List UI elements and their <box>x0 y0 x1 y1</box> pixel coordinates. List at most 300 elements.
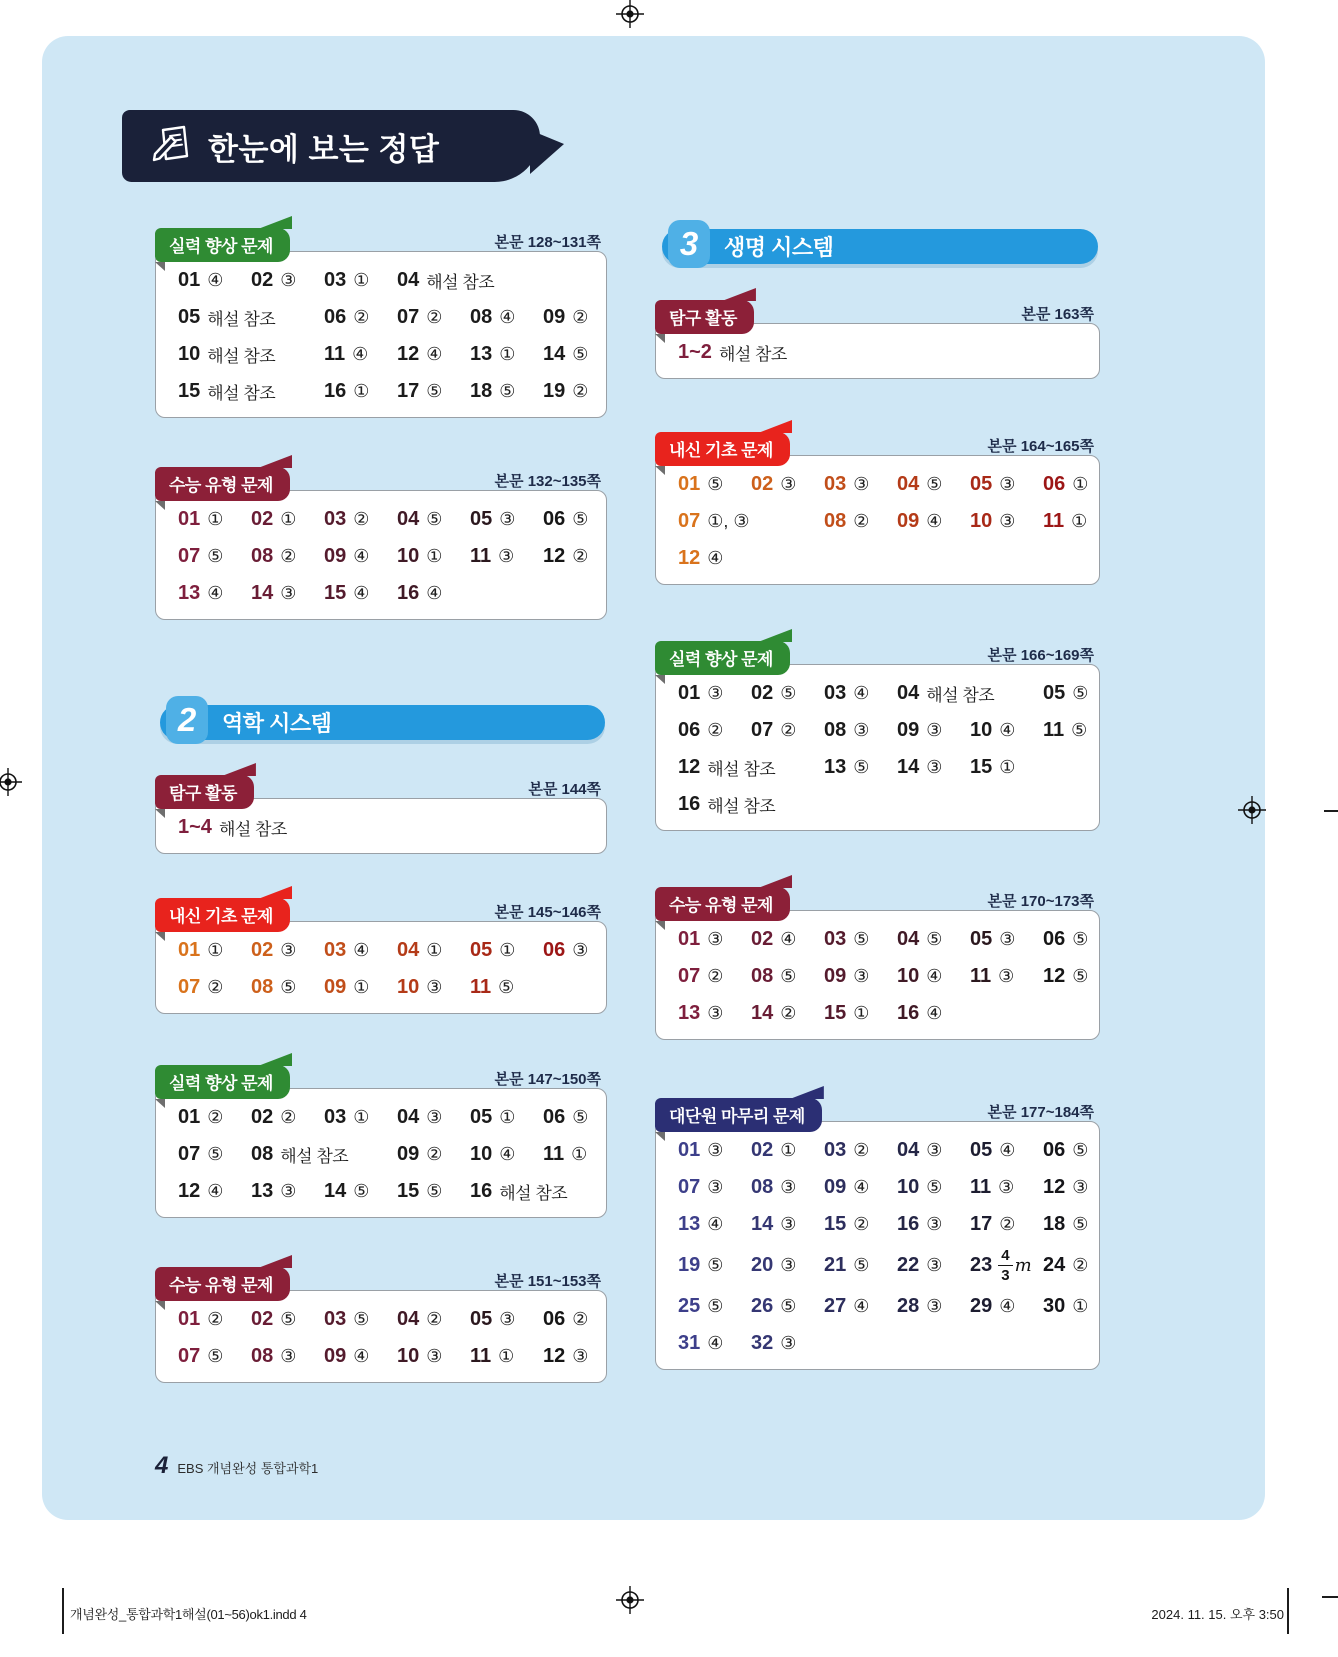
answer-value: ③ <box>426 1107 443 1127</box>
answer-value: ③ <box>499 509 516 529</box>
answer-row <box>178 974 598 1001</box>
answer-box <box>655 641 1100 831</box>
memo-pencil-icon <box>148 123 194 169</box>
answer-box <box>155 775 607 854</box>
answer-row <box>678 1137 1091 1164</box>
answer-value: ③ <box>999 511 1016 531</box>
page-background <box>42 36 1265 1520</box>
answer-item <box>178 939 251 962</box>
answer-item <box>824 1139 897 1162</box>
answer-panel <box>155 921 607 1014</box>
answer-item <box>678 1176 751 1199</box>
answer-item <box>1043 1295 1116 1318</box>
question-number: 29 <box>970 1295 993 1317</box>
answer-item <box>251 269 324 292</box>
answer-value: ⑤ <box>572 509 589 529</box>
answer-item <box>470 343 543 366</box>
answer-value: ⑤ <box>207 546 224 566</box>
answer-value: ② <box>780 1003 797 1023</box>
answer-value: ② <box>1072 1255 1089 1275</box>
answer-item <box>470 1143 543 1166</box>
page-reference: 본문 163쪽 <box>1021 306 1094 323</box>
answer-value: ③ <box>926 1296 943 1316</box>
answer-item <box>397 939 470 962</box>
question-number: 26 <box>751 1295 774 1317</box>
answer-item <box>678 340 824 365</box>
question-number: 02 <box>751 473 774 495</box>
answer-value: 해설 참조 <box>207 310 276 329</box>
answer-value: ② <box>426 1144 443 1164</box>
question-number: 14 <box>897 756 920 778</box>
section-bar <box>662 225 1098 264</box>
answer-item <box>751 1213 824 1236</box>
answer-value: ③ <box>707 683 724 703</box>
answer-row <box>178 580 598 607</box>
answer-item <box>970 756 1043 779</box>
answer-value: ⑤ <box>572 1107 589 1127</box>
answer-item <box>324 939 397 962</box>
answer-value: ③ <box>926 757 943 777</box>
answer-value: ⑤ <box>1072 929 1089 949</box>
question-number: 16 <box>397 582 420 604</box>
question-number: 14 <box>751 1002 774 1024</box>
question-number: 08 <box>824 510 847 532</box>
answer-value: ② <box>353 307 370 327</box>
answer-row <box>178 378 598 405</box>
question-number: 02 <box>751 928 774 950</box>
answer-value: ② <box>572 546 589 566</box>
answer-value: ② <box>280 1107 297 1127</box>
answer-value: ③ <box>780 1177 797 1197</box>
answer-row <box>178 1141 598 1168</box>
question-number: 05 <box>1043 682 1066 704</box>
answer-item <box>751 473 824 496</box>
question-number: 06 <box>543 508 566 530</box>
answer-item <box>897 1176 970 1199</box>
answer-item <box>397 508 470 531</box>
badge-label: 내신 기초 문제 <box>155 898 290 932</box>
question-number: 10 <box>397 545 420 567</box>
answer-item <box>324 1345 397 1368</box>
answer-item <box>1043 1213 1116 1236</box>
question-number: 07 <box>178 976 201 998</box>
page-reference: 본문 144쪽 <box>528 781 601 798</box>
answer-value: ③ <box>780 1214 797 1234</box>
answer-value: ② <box>572 381 589 401</box>
question-number: 03 <box>324 269 347 291</box>
crop-mark <box>1324 810 1338 812</box>
answer-item <box>970 1176 1043 1199</box>
answer-value: 해설 참조 <box>218 820 287 839</box>
question-number: 01 <box>678 928 701 950</box>
answer-row <box>178 341 598 368</box>
answer-panel <box>655 910 1100 1040</box>
answer-value: ① <box>1072 474 1089 494</box>
question-number: 11 <box>1043 510 1065 532</box>
question-number: 08 <box>751 965 774 987</box>
answer-box <box>655 432 1100 585</box>
answer-value: ④ <box>707 1214 724 1234</box>
answer-value: 해설 참조 <box>707 797 776 816</box>
question-number: 24 <box>1043 1254 1066 1276</box>
question-number: 06 <box>543 1308 566 1330</box>
answer-value: ④ <box>499 307 516 327</box>
answer-item <box>970 1248 1043 1283</box>
answer-item <box>324 1180 397 1203</box>
answer-value: ④ <box>207 583 224 603</box>
question-number: 16 <box>324 380 347 402</box>
answer-item <box>897 473 970 496</box>
answer-item <box>751 682 824 705</box>
answer-value: ⑤ <box>1072 966 1089 986</box>
registration-mark <box>616 0 644 28</box>
question-number: 09 <box>324 545 347 567</box>
answer-item <box>751 1254 824 1277</box>
answer-row <box>178 506 598 533</box>
answer-value: ① <box>353 381 370 401</box>
question-number: 06 <box>678 719 701 741</box>
answer-value: ⑤ <box>926 474 943 494</box>
question-number: 07 <box>178 545 201 567</box>
question-number: 03 <box>824 1139 847 1161</box>
answer-box <box>655 1098 1100 1370</box>
answer-item <box>1043 682 1116 705</box>
answer-item <box>543 1345 616 1368</box>
question-number: 12 <box>543 1345 566 1367</box>
answer-item <box>397 268 543 293</box>
page-reference: 본문 164~165쪽 <box>987 438 1094 455</box>
answer-item <box>324 343 397 366</box>
answer-value: ③ <box>926 1255 943 1275</box>
page-reference: 본문 128~131쪽 <box>494 234 601 251</box>
answer-value: ③ <box>998 966 1015 986</box>
answer-item <box>897 1213 970 1236</box>
question-number: 06 <box>543 1106 566 1128</box>
answer-item <box>251 1180 324 1203</box>
question-number: 12 <box>678 547 701 569</box>
answer-item <box>1043 1254 1116 1277</box>
question-number: 09 <box>543 306 566 328</box>
answer-item <box>824 1213 897 1236</box>
answer-value: 해설 참조 <box>707 760 776 779</box>
answer-item <box>397 1106 470 1129</box>
answer-value: ⑤ <box>280 1309 297 1329</box>
answer-item <box>397 343 470 366</box>
answer-value: ⑤ <box>353 1181 370 1201</box>
answer-value: ② <box>572 1309 589 1329</box>
answer-item <box>897 681 1043 706</box>
question-number: 11 <box>543 1143 565 1165</box>
answer-item <box>678 1213 751 1236</box>
question-number: 1~4 <box>178 816 212 838</box>
answer-value: ④ <box>926 1003 943 1023</box>
answer-value: ④ <box>207 270 224 290</box>
registration-mark <box>616 1586 644 1614</box>
answer-value: ② <box>426 307 443 327</box>
crop-mark <box>1287 1588 1289 1634</box>
question-number: 11 <box>970 965 992 987</box>
answer-value: ④ <box>853 1177 870 1197</box>
answer-item <box>470 1345 543 1368</box>
answer-item <box>543 306 616 329</box>
answer-value: ⑤ <box>780 683 797 703</box>
answer-value: ③ <box>707 1140 724 1160</box>
answer-item <box>470 508 543 531</box>
question-number: 11 <box>470 976 492 998</box>
question-number: 18 <box>1043 1213 1066 1235</box>
question-number: 19 <box>678 1254 701 1276</box>
question-number: 03 <box>324 1106 347 1128</box>
page-title: 한눈에 보는 정답 <box>208 131 440 167</box>
question-number: 09 <box>897 719 920 741</box>
crop-mark <box>1322 1596 1338 1598</box>
question-number: 02 <box>751 1139 774 1161</box>
question-number: 11 <box>1043 719 1065 741</box>
answer-value: ② <box>207 1309 224 1329</box>
question-number: 04 <box>397 939 420 961</box>
answer-row <box>178 1343 598 1370</box>
page-footer <box>155 1452 318 1480</box>
answer-value: ⑤ <box>426 1181 443 1201</box>
answer-item <box>970 1295 1043 1318</box>
question-number: 17 <box>397 380 420 402</box>
answer-value: ② <box>207 977 224 997</box>
answer-item <box>251 582 324 605</box>
answer-value: ② <box>853 1214 870 1234</box>
answer-value: ③ <box>280 583 297 603</box>
answer-item <box>897 756 970 779</box>
question-number: 02 <box>251 508 274 530</box>
page-reference: 본문 132~135쪽 <box>494 473 601 490</box>
answer-item <box>470 976 543 999</box>
answer-item <box>751 1176 824 1199</box>
answer-panel <box>655 664 1100 831</box>
question-number: 10 <box>178 343 201 365</box>
question-number: 07 <box>751 719 774 741</box>
question-number: 06 <box>1043 928 1066 950</box>
question-number: 32 <box>751 1332 774 1354</box>
question-number: 14 <box>251 582 274 604</box>
question-number: 01 <box>178 1308 201 1330</box>
answer-value: ⑤ <box>353 1309 370 1329</box>
answer-item <box>397 545 470 568</box>
question-number: 05 <box>970 928 993 950</box>
answer-item <box>824 1254 897 1277</box>
answer-item <box>543 545 616 568</box>
question-number: 15 <box>970 756 993 778</box>
answer-value: ④ <box>999 720 1016 740</box>
answer-item <box>251 1308 324 1331</box>
answer-item <box>178 305 324 330</box>
answer-value: ⑤ <box>707 1296 724 1316</box>
question-number: 03 <box>824 473 847 495</box>
badge-label: 탐구 활동 <box>655 300 754 334</box>
answer-item <box>543 343 616 366</box>
answer-item <box>397 380 470 403</box>
answer-item <box>1043 965 1116 988</box>
question-number: 04 <box>397 508 420 530</box>
answer-item <box>178 545 251 568</box>
answer-row <box>178 1104 598 1131</box>
question-number: 13 <box>678 1213 701 1235</box>
answer-value: ④ <box>853 1296 870 1316</box>
answer-value: ⑤ <box>1072 1214 1089 1234</box>
answer-row <box>178 1306 598 1333</box>
question-number: 15 <box>397 1180 420 1202</box>
question-number: 25 <box>678 1295 701 1317</box>
answer-row <box>678 1211 1091 1238</box>
answer-item <box>824 1295 897 1318</box>
answer-item <box>543 1143 616 1166</box>
answer-value: ④ <box>353 1346 370 1366</box>
answer-item <box>678 682 751 705</box>
answer-item <box>251 545 324 568</box>
answer-item <box>178 1180 251 1203</box>
page-reference: 본문 170~173쪽 <box>987 893 1094 910</box>
answer-item <box>178 1308 251 1331</box>
question-number: 02 <box>251 1106 274 1128</box>
answer-item <box>970 928 1043 951</box>
question-number: 14 <box>324 1180 347 1202</box>
answer-row <box>678 1330 1091 1357</box>
answer-value: ② <box>999 1214 1016 1234</box>
answer-item <box>324 1308 397 1331</box>
fraction-unit: m <box>1014 1255 1032 1276</box>
question-number: 04 <box>897 473 920 495</box>
answer-value: 해설 참조 <box>499 1184 568 1203</box>
question-number: 13 <box>178 582 201 604</box>
question-number: 1~2 <box>678 341 712 363</box>
question-number: 11 <box>470 1345 492 1367</box>
question-number: 01 <box>178 269 201 291</box>
answer-item <box>824 1176 897 1199</box>
question-number: 17 <box>970 1213 993 1235</box>
answer-item <box>324 1106 397 1129</box>
question-number: 01 <box>178 1106 201 1128</box>
answer-panel <box>655 1121 1100 1370</box>
answer-value: ③ <box>926 1214 943 1234</box>
question-number: 02 <box>751 682 774 704</box>
question-number: 06 <box>1043 1139 1066 1161</box>
fraction-answer: $\frac{4}{3}$ <box>998 1248 1012 1283</box>
question-number: 12 <box>1043 965 1066 987</box>
answer-value: ⑤ <box>707 1255 724 1275</box>
answer-value: ① <box>499 344 516 364</box>
answer-value: ⑤ <box>207 1144 224 1164</box>
question-number: 11 <box>970 1176 992 1198</box>
answer-item <box>751 928 824 951</box>
answer-value: ① <box>426 940 443 960</box>
answer-item <box>678 792 824 817</box>
question-number: 06 <box>324 306 347 328</box>
question-number: 04 <box>897 928 920 950</box>
question-number: 23 <box>970 1254 993 1276</box>
question-number: 01 <box>678 682 701 704</box>
question-number: 16 <box>897 1213 920 1235</box>
answer-row <box>678 508 1091 535</box>
answer-value: ③ <box>926 720 943 740</box>
answer-value: ⑤ <box>853 1255 870 1275</box>
answer-value: ① <box>1072 1296 1089 1316</box>
answer-value: ② <box>280 546 297 566</box>
answer-value: ④ <box>999 1296 1016 1316</box>
answer-item <box>970 473 1043 496</box>
question-number: 04 <box>397 1308 420 1330</box>
answer-box <box>655 300 1100 379</box>
answer-item <box>397 306 470 329</box>
crop-mark <box>62 1588 64 1634</box>
answer-value: ④ <box>926 511 943 531</box>
badge-label: 실력 향상 문제 <box>155 1065 290 1099</box>
answer-row <box>678 471 1091 498</box>
answer-item <box>543 1106 616 1129</box>
answer-item <box>251 1142 397 1167</box>
answer-value: ③ <box>280 940 297 960</box>
answer-value: ③ <box>999 929 1016 949</box>
answer-item <box>397 1308 470 1331</box>
answer-item <box>324 582 397 605</box>
answer-value: ④ <box>853 683 870 703</box>
answer-item <box>824 719 897 742</box>
answer-value: ③ <box>572 940 589 960</box>
question-number: 16 <box>897 1002 920 1024</box>
answer-item <box>751 1295 824 1318</box>
section-title: 생명 시스템 <box>724 235 834 260</box>
answer-panel <box>655 455 1100 585</box>
answer-value: ③ <box>926 1140 943 1160</box>
answer-item <box>824 965 897 988</box>
question-number: 16 <box>678 793 701 815</box>
answer-value: ③ <box>707 1177 724 1197</box>
answer-item <box>178 379 324 404</box>
answer-item <box>251 508 324 531</box>
answer-item <box>470 1106 543 1129</box>
question-number: 09 <box>897 510 920 532</box>
answer-item <box>251 1106 324 1129</box>
page-number: 4 <box>155 1452 169 1479</box>
question-number: 05 <box>970 473 993 495</box>
answer-value: ⑤ <box>780 966 797 986</box>
answer-value: ⑤ <box>926 1177 943 1197</box>
answer-row <box>678 926 1091 953</box>
answer-value: ④ <box>353 940 370 960</box>
answer-row <box>678 963 1091 990</box>
question-number: 13 <box>824 756 847 778</box>
question-number: 13 <box>470 343 493 365</box>
question-number: 03 <box>824 928 847 950</box>
question-number: 09 <box>324 976 347 998</box>
answer-item <box>178 342 324 367</box>
question-number: 02 <box>251 1308 274 1330</box>
answer-value: ③ <box>707 1003 724 1023</box>
answer-item <box>251 1345 324 1368</box>
answer-item <box>678 1254 751 1277</box>
answer-value: ① <box>353 977 370 997</box>
answer-item <box>178 976 251 999</box>
answer-value: ② <box>853 1140 870 1160</box>
answer-value: ③ <box>572 1346 589 1366</box>
answer-value: ⑤ <box>853 929 870 949</box>
answer-value: ① <box>999 757 1016 777</box>
question-number: 02 <box>251 269 274 291</box>
question-number: 05 <box>470 939 493 961</box>
answer-value: ③ <box>426 1346 443 1366</box>
answer-row <box>678 1000 1091 1027</box>
question-number: 11 <box>324 343 346 365</box>
answer-value: ③ <box>426 977 443 997</box>
question-number: 04 <box>397 269 420 291</box>
question-number: 27 <box>824 1295 847 1317</box>
